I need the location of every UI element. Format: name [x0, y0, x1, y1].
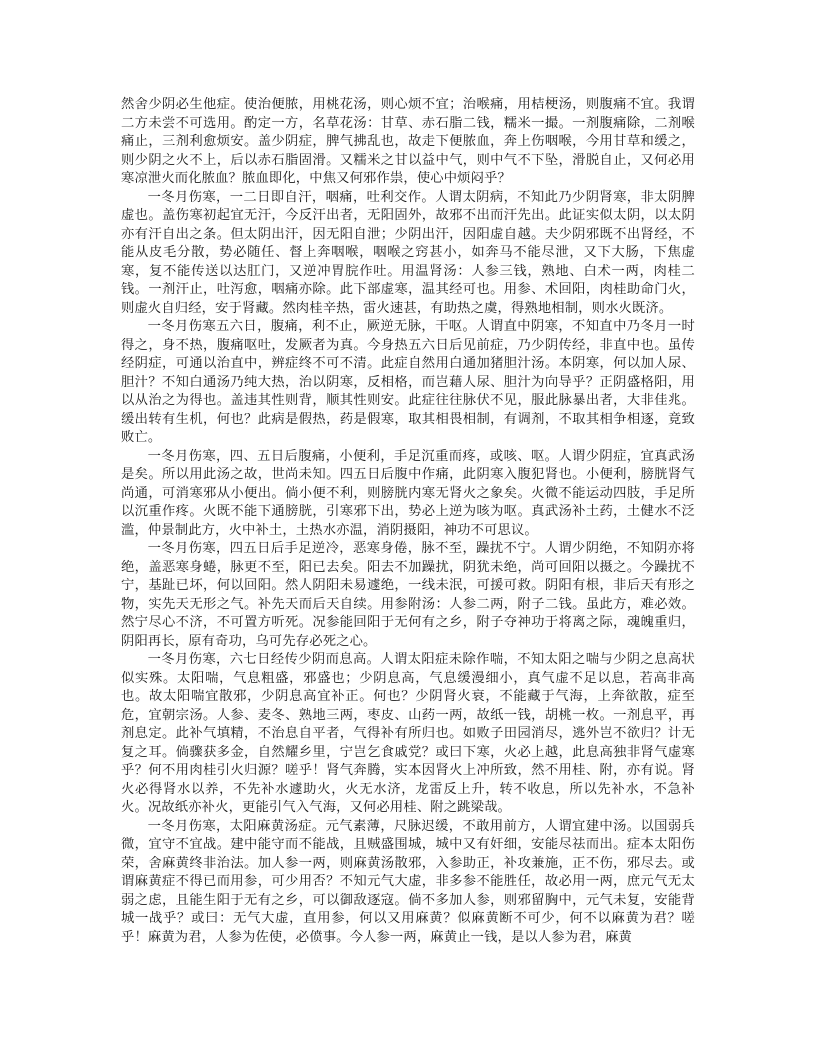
paragraph-5: 一冬月伤寒，四五日后手足逆冷，恶寒身倦，脉不至，躁扰不宁。人谓少阴绝，不知阴亦将绝，盖恶寒身蜷，脉更不至，阳已去矣。阳去不加躁扰，阴犹未绝，尚可回阳以摄之。今躁扰不宁，基趾已坏，何以回阳。然人阴阳未易遽绝，一线未泯，可援可救。阴阳有根，非后天有形之物，实先天无形之气。补先天而后天自续。用参附汤：人参二两，附子二钱。虽此方，难必效。然宁尽心不济，不可置方听死。况参能回阳于无何有之乡，附子夺神功于将离之际，魂魄重归，阴阳再长，原有奇功，乌可先存必死之心。 — [121, 541, 695, 649]
paragraph-4: 一冬月伤寒，四、五日后腹痛，小便利，手足沉重而疼，或咳、呕。人谓少阴症，宜真武汤是矣。所以用此汤之故，世尚未知。四五日后腹中作痛，此阴寒入腹犯肾也。小便利，膀胱肾气尚通，可消寒邪从小便出。倘小便不利，则膀胱内寒无肾火之象矣。火微不能运动四肢，手足所以沉重作疼。火既不能下通膀胱，引寒邪下出，势必上逆为咳为呕。真武汤补土药，土健水不泛滥，仲景制此方，火中补土，土热水亦温，消阴摄阳，神功不可思议。 — [121, 448, 695, 538]
document-page — [121, 96, 695, 947]
paragraph-7: 一冬月伤寒，太阳麻黄汤症。元气素薄，尺脉迟缓，不敢用前方，人谓宜建中汤。以国弱兵微，宜守不宜战。建中能守而不能战，且贼盛围城，城中又有奸细，安能尽祛而出。症本太阳伤荣，舍麻黄终非治法。加人参一两，则麻黄汤散邪，入参助正，补攻兼施，正不伤，邪尽去。或谓麻黄症不得已而用参，可少用否？不知元气大虚，非多参不能胜任，故必用一两，庶元气无太弱之虑，且能生阳于无有之乡，可以御敌逐寇。倘不多加人参，则邪留胸中，元气未复，安能背城一战乎？或曰：无气大虚，直用参，何以又用麻黄？似麻黄断不可少，何不以麻黄为君？嗟乎！麻黄为君，人参为佐使，必偾事。今人参一两，麻黄止一钱，是以人参为君，麻黄 — [121, 818, 695, 945]
paragraph-3: 一冬月伤寒五六日，腹痛，利不止，厥逆无脉，干呕。人谓直中阴寒，不知直中乃冬月一时得之，身不热，腹痛呕吐，发厥者为真。今身热五六日后见前症，乃少阴传经，非直中也。虽传经阴症，可通以治直中，辨症终不可不清。此症自然用白通加猪胆汁汤。本阴寒，何以加人尿、胆汁？不知白通汤乃纯大热，治以阴寒，反相格，而岂藉人尿、胆汁为向导乎？正阴盛格阳，用以从治之为得也。盖违其性则背，顺其性则安。此症往往脉伏不见，服此脉暴出者，大非佳兆。缓出转有生机，何也？此病是假热，药是假寒，取其相畏相制，有调剂，不取其相争相逐，竟致败亡。 — [121, 319, 695, 445]
paragraph-2: 一冬月伤寒，一二日即自汗，咽痛，吐利交作。人谓太阴病，不知此乃少阴肾寒，非太阴脾虚也。盖伤寒初起宜无汗，今反汗出者，无阳固外，故邪不出而汗先出。此证实似太阴，以太阴亦有汗自出之条。但太阴出汗，因无阳自泄；少阴出汗，因阳虚自越。夫少阴邪既不出肾经，不能从皮毛分散，势必随任、督上奔咽喉，咽喉之窍甚小，如奔马不能尽泄，又下大肠，下焦虚寒，复不能传送以达肛门，又逆冲胃脘作吐。用温肾汤：人参三钱，熟地、白术一两，肉桂二钱。一剂汗止，吐泻愈，咽痛亦除。此下部虚寒，温其经可也。用参、术回阳，肉桂助命门火，则虚火自归经，安于肾藏。然肉桂辛热，雷火速甚，有助热之虞，得熟地相制，则水火既济。 — [121, 189, 695, 316]
paragraph-1: 然舍少阴必生他症。使治便脓，用桃花汤，则心烦不宜；治喉痛，用桔梗汤，则腹痛不宜。我谓二方未尝不可选用。酌定一方，名草花汤：甘草、赤石脂二钱，糯米一撮。一剂腹痛除，二剂喉痛止，三剂利愈烦安。盖少阴症，脾气拂乱也，故走下便脓血，奔上伤咽喉，今用甘草和缓之，则少阴之火不上，后以赤石脂固滑。又糯米之甘以益中气，则中气不下坠，滑脱自止，又何必用寒凉泄火而化脓血？脓血即化，中焦又何邪作祟，使心中烦闷乎？ — [121, 97, 695, 186]
paragraph-6: 一冬月伤寒，六七日经传少阴而息高。人谓太阳症未除作喘，不知太阳之喘与少阴之息高状似实殊。太阳喘，气息粗盛，邪盛也；少阴息高，气息缓漫细小，真气虚不足以息，若高非高也。故太阳喘宜散邪，少阴息高宜补正。何也？少阴肾火衰，不能藏于气海，上奔欲散，症至危，宜朝宗汤。人参、麦冬、熟地三两，枣皮、山药一两，故纸一钱，胡桃一枚。一剂息平，再剂息定。此补气填精，不治息自平者，气得补有所归也。如败子田园消尽，逃外岂不欲归？计无复之耳。倘骤获多金，自然耀乡里，宁岂乞食戚党？或曰下寒，火必上越，此息高独非肾气虚寒乎？何不用肉桂引火归源？嗟乎！肾气奔腾，实本因肾火上冲所致，然不用桂、附，亦有说。肾火必得肾水以养，不先补水遽助火，火无水济，龙雷反上升，转不收息，所以先补水，不急补火。况故纸亦补火，更能引气入气海，又何必用桂、附之跳梁哉。 — [121, 652, 695, 815]
